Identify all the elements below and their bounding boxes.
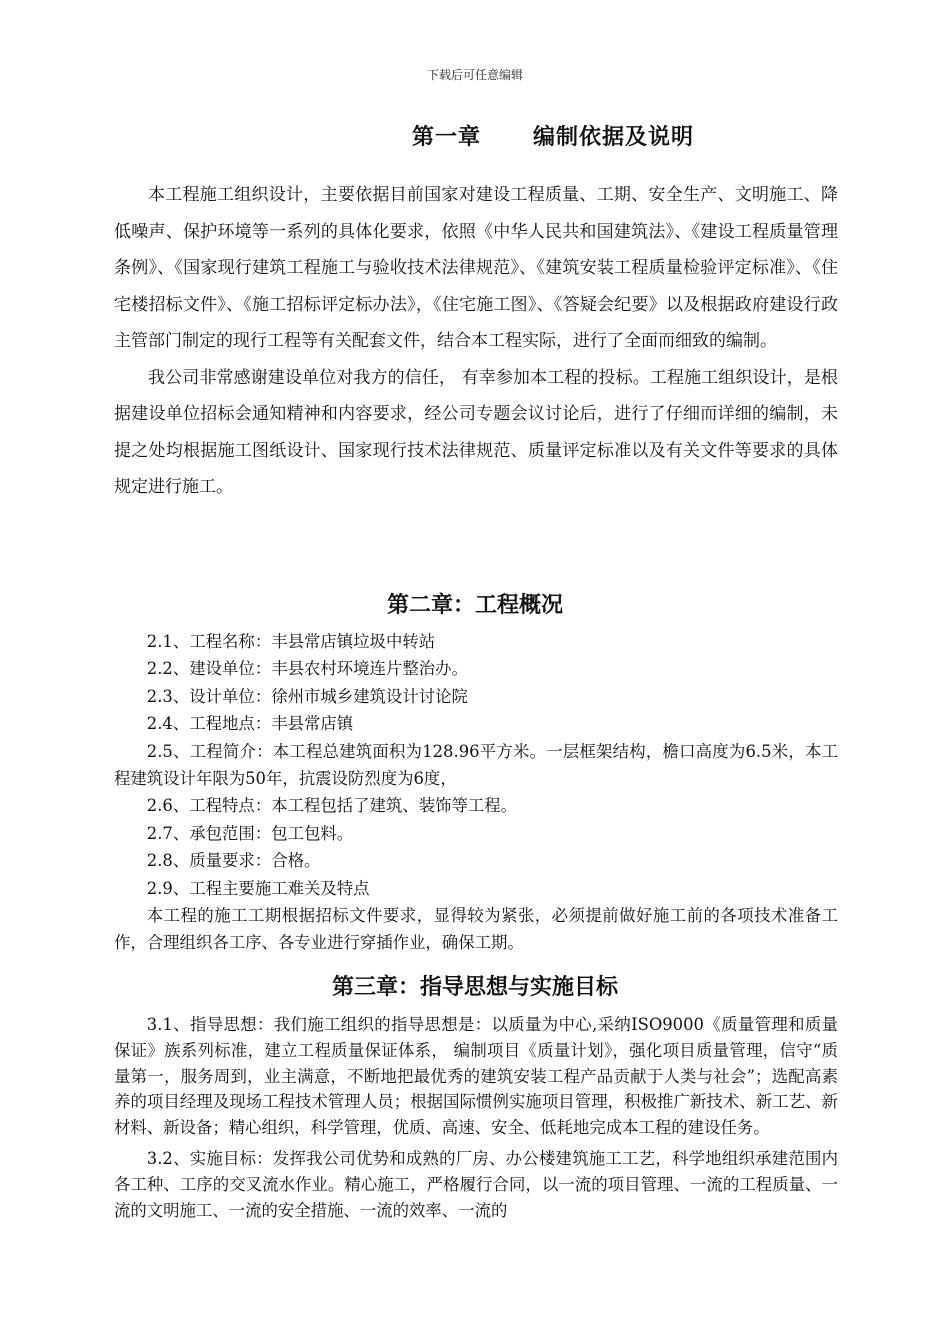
page-header: 下载后可任意编辑: [426, 68, 523, 82]
chapter-2-body: [114, 628, 838, 957]
list-item: 2.8、质量要求：合格。: [146, 851, 321, 871]
list-item: 2.3、设计单位：徐州市城乡建筑设计讨论院: [146, 686, 468, 706]
chapter-1-body: [114, 177, 838, 506]
list-item: 2.4、工程地点：丰县常店镇: [146, 714, 354, 734]
paragraph: 本工程的施工工期根据招标文件要求，显得较为紧张，必须提前做好施工前的各项技术准备工作，合理组织各工序、各专业进行穿插作业，确保工期。: [114, 906, 838, 953]
chapter-3-body: [114, 1012, 838, 1223]
list-item: 2.1、工程名称：丰县常店镇垃圾中转站: [146, 632, 436, 651]
chapter-2-title: 第二章：工程概况: [386, 593, 563, 618]
list-item: 2.5、工程简介：本工程总建筑面积为128.96平方米。一层框架结构，檐口高度为6.5米，本工程建筑设计年限为50年，抗震设防烈度为6度，: [114, 741, 838, 789]
paragraph: 本工程施工组织设计，主要依据目前国家对建设工程质量、工期、安全生产、文明施工、降低噪声、保护环境等一系列的具体化要求，依照《中华人民共和国建筑法》、《建设工程质量管理条例》、《国家现行建筑工程施工与验收技术法律规范》、《建筑安装工程质量检验评定标准》、《住宅楼招标文件》、《施工招标评定标办法》，《住宅施工图》、《答疑会纪要》以及根据政府建设行政主管部门制定的现行工程等有关配套文件，结合本工程实际，进行了全面而细致的编制。: [114, 185, 838, 351]
chapter-1-title: 第一章 编制依据及说明: [412, 125, 694, 150]
chapter-3-title: 第三章：指导思想与实施目标: [331, 975, 618, 1000]
list-item: 2.7、承包范围：包工包料。: [146, 823, 354, 843]
list-item: 3.1、指导思想：我们施工组织的指导思想是：以质量为中心,采纳ISO9000《质量管理和质量保证》族系列标准，建立工程质量保证体系， 编制项目《质量计划》，强化项目质量管理，信守“质量第一，服务周到，业主满意，不断地把最优秀的建筑安装工程产品贡献于人类与社会”；选配高素养的项目经理及现场工程技术管理人员；根据国际惯例实施项目管理，积极推广新技术、新工艺、新材料、新设备；精心组织，科学管理，优质、高速、安全、低耗地完成本工程的建设任务。: [114, 1015, 838, 1138]
list-item: 2.9、工程主要施工难关及特点: [146, 878, 370, 898]
list-item: 3.2、实施目标：发挥我公司优势和成熟的厂房、办公楼建筑施工工艺，科学地组织承建范围内各工种、工序的交叉流水作业。精心施工，严格履行合同，以一流的项目管理、一流的工程质量、一流的文明施工、一流的安全措施、一流的效率、一流的: [114, 1148, 838, 1220]
list-item: 2.6、工程特点：本工程包括了建筑、装饰等工程。: [146, 796, 518, 816]
paragraph: 我公司非常感谢建设单位对我方的信任， 有幸参加本工程的投标。工程施工组织设计，是根据建设单位招标会通知精神和内容要求，经公司专题会议讨论后，进行了仔细而详细的编制，未提之处均根据施工图纸设计、国家现行技术法律规范、质量评定标准以及有关文件等要求的具体规定进行施工。: [114, 367, 838, 497]
list-item: 2.2、建设单位：丰县农村环境连片整治办。: [146, 659, 468, 679]
